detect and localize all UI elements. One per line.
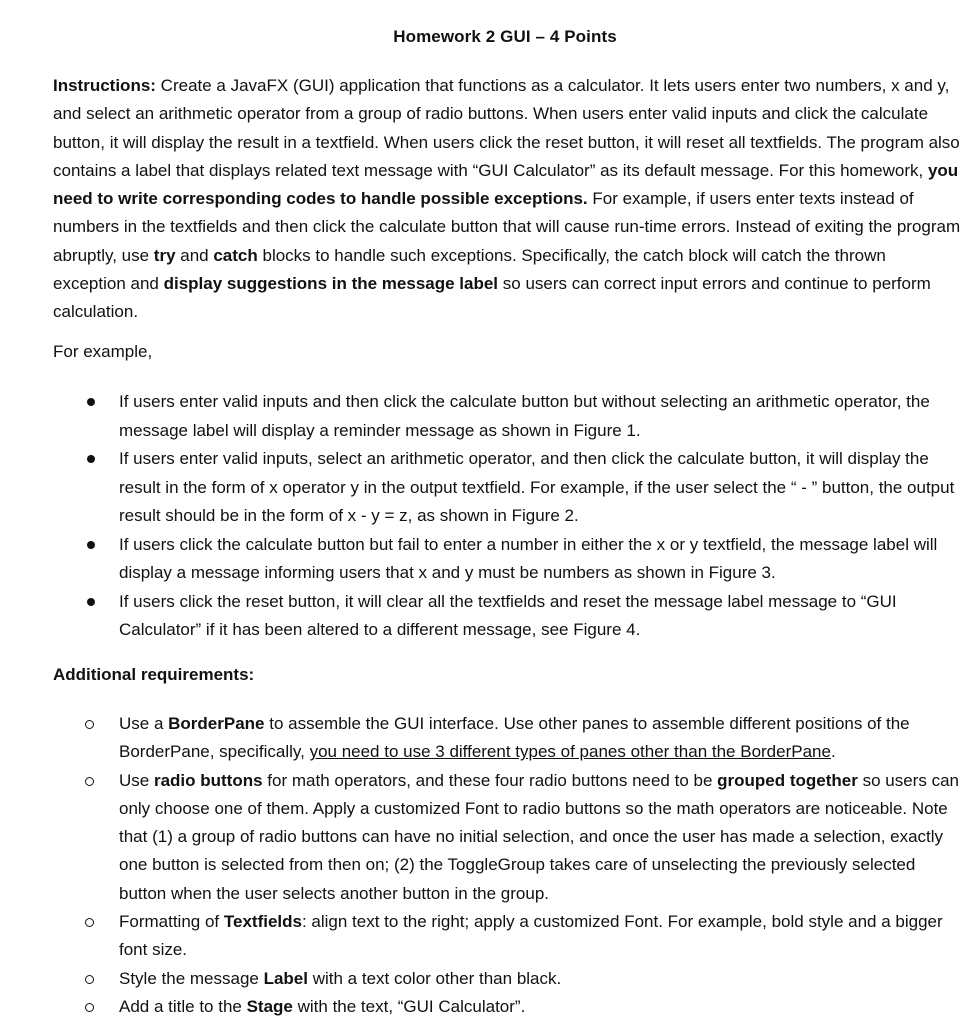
req-bold: Textfields <box>223 912 302 932</box>
bullet-dot-icon <box>87 598 95 606</box>
req-bold: radio buttons <box>153 770 263 790</box>
page-title: Homework 2 GUI – 4 Points <box>393 27 617 46</box>
example-bullet-list <box>85 388 955 645</box>
req-bold: Label <box>263 968 308 988</box>
circle-bullet-icon <box>85 975 94 984</box>
list-item <box>85 710 960 767</box>
req-bold: grouped together <box>717 770 858 790</box>
instructions-bold-catch: catch <box>213 245 258 265</box>
list-item <box>85 965 960 993</box>
bullet-text: If users enter valid inputs, select an arithmetic operator, and then click the calculate button, it will display the result in the form of x operator y in the output textfield. For example, if the user select the “ - ” button, the output result should be in the form of x - y = z, as shown in Figure 2. <box>119 449 955 525</box>
instructions-bold-message-label: display suggestions in the message label <box>163 274 499 294</box>
list-item <box>85 531 955 588</box>
instructions-text-5: so users can correct input errors and continue to perform calculation. <box>53 274 931 322</box>
req-text: so users can only choose one of them. Apply a customized Font to radio buttons so the math operators are noticeable. Note that (1) a group of radio buttons can have no initial selection, and once the user has made a selection, exactly one button is selected from then on; (2) the ToggleGroup takes care of unselecting the previously selected button when the user selects another button in the group. <box>119 770 959 903</box>
bullet-dot-icon <box>87 541 95 549</box>
bullet-text: If users enter valid inputs and then click the calculate button but without selecting an arithmetic operator, the message label will display a reminder message as shown in Figure 1. <box>119 392 930 440</box>
instructions-bold-exceptions: you need to write corresponding codes to handle possible exceptions. <box>53 160 959 209</box>
list-item <box>85 993 960 1021</box>
req-bold: BorderPane <box>168 714 265 733</box>
list-item <box>85 445 955 531</box>
req-text: Use <box>119 770 154 790</box>
circle-bullet-icon <box>85 777 94 786</box>
additional-requirements-heading: Additional requirements: <box>53 665 255 684</box>
req-text: for math operators, and these four radio buttons need to be <box>262 770 718 790</box>
circle-bullet-icon <box>85 720 94 729</box>
instructions-label: Instructions: <box>53 76 156 95</box>
circle-bullet-icon <box>85 918 94 927</box>
req-text: . <box>830 742 836 762</box>
bullet-dot-icon <box>87 398 95 406</box>
instructions-text-4: blocks to handle such exceptions. Specifically, the catch block will catch the thrown exception and <box>53 245 886 294</box>
bullet-text: If users click the reset button, it will clear all the textfields and reset the message label message to “GUI Calculator” if it has been altered to a different message, see Figure 4. <box>119 591 897 639</box>
instructions-bold-try: try <box>153 245 176 265</box>
instructions-text-2: For example, if users enter texts instead of numbers in the textfields and then click the calculate button that will cause run-time errors. Instead of exiting the program abruptly, use <box>53 189 961 265</box>
bullet-text: If users click the calculate button but fail to enter a number in either the x or y textfield, the message label will display a message informing users that x and y must be numbers as shown in Figure 3. <box>119 534 938 582</box>
req-text: with a text color other than black. <box>307 968 562 988</box>
req-text: to assemble the GUI interface. Use other panes to assemble different positions of the BorderPane, specifically, <box>119 714 910 762</box>
req-text: : align text to the right; apply a customized Font. For example, bold style and a bigger font size. <box>119 912 943 960</box>
req-text: Add a title to the <box>119 996 247 1016</box>
req-text: Use a <box>119 714 169 733</box>
for-example-heading: For example, <box>53 342 153 361</box>
req-bold: Stage <box>246 996 293 1016</box>
instructions-paragraph <box>53 72 961 327</box>
list-item <box>85 388 955 445</box>
requirements-list <box>85 710 960 1021</box>
req-text: with the text, “GUI Calculator”. <box>292 996 526 1016</box>
circle-bullet-icon <box>85 1003 94 1012</box>
req-text: Style the message <box>119 968 264 988</box>
list-item <box>85 767 960 908</box>
list-item <box>85 908 960 965</box>
instructions-text-1: Create a JavaFX (GUI) application that functions as a calculator. It lets users enter two numbers, x and y, and select an arithmetic operator from a group of radio buttons. When users enter valid inputs and click the calculate button, it will display the result in a textfield. When users click the reset button, it will reset all textfields. The program also contains a label that displays related text message with “GUI Calculator” as its default message. For this homework, <box>53 76 960 180</box>
list-item <box>85 588 955 645</box>
req-text: Formatting of <box>119 912 224 932</box>
req-underlined: you need to use 3 different types of panes other than the BorderPane <box>309 742 831 762</box>
bullet-dot-icon <box>87 455 95 463</box>
instructions-text-3: and <box>175 245 214 265</box>
